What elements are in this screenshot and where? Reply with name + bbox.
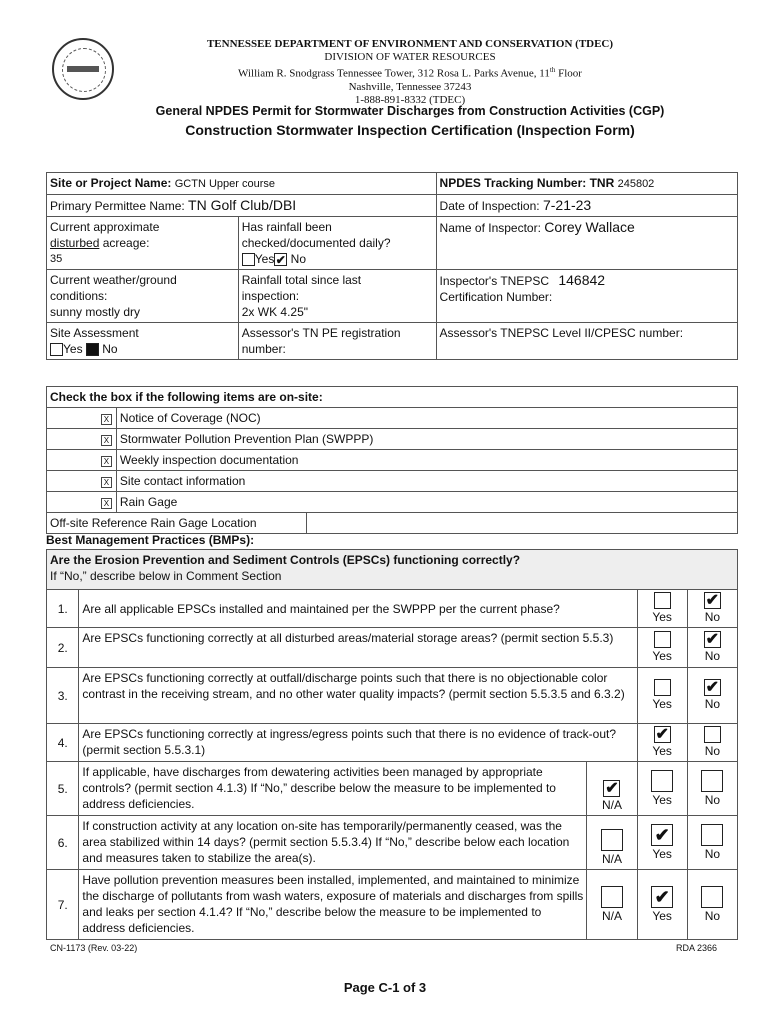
row5-no-checkbox[interactable]	[701, 770, 723, 792]
onsite-heading: Check the box if the following items are on-site:	[47, 387, 738, 408]
row7-no-checkbox[interactable]	[701, 886, 723, 908]
row-number: 2.	[47, 628, 79, 668]
row1-yes-checkbox[interactable]	[654, 592, 671, 609]
weekly-docs-checkbox[interactable]: X	[101, 456, 112, 467]
assessor-level-cell: Assessor's TNEPSC Level II/CPESC number:	[436, 323, 737, 360]
row7-na-checkbox[interactable]	[601, 886, 623, 908]
site-info-table	[46, 172, 738, 360]
site-name-cell: Site or Project Name: GCTN Upper course	[47, 173, 437, 195]
offsite-gage-label: Off-site Reference Rain Gage Location	[47, 513, 307, 534]
row1-no-checkbox[interactable]: ✔	[705, 592, 720, 609]
row3-no-checkbox[interactable]: ✔	[705, 679, 720, 696]
bmp-question-cell: Are the Erosion Prevention and Sediment Controls (EPSCs) functioning correctly? If “No,” describe below in Comment Section	[47, 550, 738, 590]
date-cell: Date of Inspection: 7-21-23	[436, 195, 737, 217]
row-number: 7.	[47, 870, 79, 940]
acreage-cell: Current approximate disturbed acreage: 35	[47, 217, 239, 270]
permittee-value[interactable]: TN Golf Club/DBI	[188, 197, 297, 213]
tennessee-state-seal	[52, 38, 114, 100]
row2-yes-checkbox[interactable]	[654, 631, 671, 648]
rain-checked-cell: Has rainfall been checked/documented daily? Yes✔ No	[238, 217, 436, 270]
weather-value[interactable]: sunny mostly dry	[50, 305, 141, 319]
permittee-cell: Primary Permittee Name: TN Golf Club/DBI	[47, 195, 437, 217]
onsite-item-contact: Site contact information	[116, 471, 737, 492]
acreage-value[interactable]: 35	[50, 253, 63, 265]
row6-na-checkbox[interactable]	[601, 829, 623, 851]
site-assessment-yes-checkbox[interactable]	[50, 343, 63, 356]
row-number: 3.	[47, 668, 79, 724]
row2-no-checkbox[interactable]: ✔	[705, 631, 720, 648]
row3-yes-checkbox[interactable]	[654, 679, 671, 696]
rda-code: RDA 2366	[676, 943, 718, 953]
form-title: Construction Stormwater Inspection Certification (Inspection Form)	[185, 122, 635, 138]
row-number: 5.	[47, 762, 79, 816]
row-number: 6.	[47, 816, 79, 870]
onsite-item-raingage: Rain Gage	[116, 492, 737, 513]
rain-gage-checkbox[interactable]: X	[101, 498, 112, 509]
site-assessment-cell: Site Assessment Yes No	[47, 323, 239, 360]
row7-yes-checkbox[interactable]: ✔	[651, 886, 673, 908]
row4-yes-checkbox[interactable]: ✔	[655, 726, 669, 743]
cert-number-value[interactable]: 146842	[558, 272, 606, 288]
rain-total-cell: Rainfall total since last inspection: 2x WK 4.25"	[238, 270, 436, 323]
row-number: 4.	[47, 724, 79, 762]
page-number: Page C-1 of 3	[343, 980, 427, 995]
row5-yes-checkbox[interactable]	[651, 770, 673, 792]
bmp-row-7-text: Have pollution prevention measures been installed, implemented, and maintained to minimize the discharge of pollutants from wash waters, exposure of materials and discharges from spills and leaks per section 4.1.4? If “No,” describe below the measure to be implemented to address deficiencies.	[79, 870, 587, 940]
bmp-row-3-text: Are EPSCs functioning correctly at outfall/discharge points such that there is no objectionable color contrast in the receiving stream, and no other water quality impacts? (permit section 5.5.3.5 and 6.3.2)	[79, 668, 637, 724]
offsite-gage-value[interactable]	[306, 513, 737, 534]
bmp-row-4-text: Are EPSCs functioning correctly at ingress/egress points such that there is no evidence of track-out? (permit section 5.5.3.1)	[79, 724, 637, 762]
bmp-heading: Best Management Practices (BMPs):	[46, 533, 255, 547]
row5-na-checkbox[interactable]: ✔	[605, 780, 619, 797]
date-value[interactable]: 7-21-23	[542, 197, 592, 213]
dept-name: TENNESSEE DEPARTMENT OF ENVIRONMENT AND CONSERVATION (TDEC)	[206, 38, 614, 50]
permit-title: General NPDES Permit for Stormwater Discharges from Construction Activities (CGP)	[155, 104, 665, 118]
npdes-value[interactable]: 245802	[617, 178, 655, 190]
division-name: DIVISION OF WATER RESOURCES	[324, 51, 496, 63]
swppp-checkbox[interactable]: X	[101, 435, 112, 446]
bmp-row-6-text: If construction activity at any location on-site has temporarily/permanently ceased, was the area stabilized within 14 days? (permit section 5.5.3.4) If “No,” describe below each location and measures taken to stabilize the area(s).	[79, 816, 587, 870]
row6-yes-checkbox[interactable]: ✔	[651, 824, 673, 846]
onsite-items-table	[46, 386, 738, 534]
npdes-cell: NPDES Tracking Number: TNR 245802	[436, 173, 737, 195]
assessor-pe-cell: Assessor's TN PE registration number:	[238, 323, 436, 360]
weather-cell: Current weather/ground conditions: sunny mostly dry	[47, 270, 239, 323]
row-number: 1.	[47, 590, 79, 628]
inspector-value[interactable]: Corey Wallace	[544, 219, 635, 235]
row4-no-checkbox[interactable]	[704, 726, 721, 743]
onsite-item-weekly: Weekly inspection documentation	[116, 450, 737, 471]
noc-checkbox[interactable]: X	[101, 414, 112, 425]
rain-checked-no-checkbox[interactable]: ✔	[275, 253, 286, 268]
form-code: CN-1173 (Rev. 03-22)	[50, 943, 138, 953]
phone-line: 1-888-891-8332 (TDEC)	[354, 93, 466, 106]
onsite-item-noc: Notice of Coverage (NOC)	[116, 408, 737, 429]
rain-checked-yes-checkbox[interactable]	[242, 253, 255, 266]
bmp-table: Are the Erosion Prevention and Sediment Controls (EPSCs) functioning correctly? If “No,” describe below in Comment Section 1. Are all applicable EPSCs installed and maintained per the SWPPP per the current phase? Yes ✔ No 2. Are EPSCs functioning correctly at all disturbed areas/material storage areas? (permit section 5.5.3) Yes ✔ No 3. Are EPSCs functioning correctly at outfall/discharge points such that there is no objectionable color contrast in the receiving stream, and no other water quality impacts? (permit section 5.5.3.5 and 6.3.2) Yes ✔ No 4. Are EPSCs functioning correctly at ingress/egress points such that there is no evidence of track-out? (permit section 5.5.3.1) ✔ Yes No 5. If applicable, have discharges from dewatering activities been managed by appropriate controls? (permit section 4.1.3) If “No,” describe below the measure to be implemented to address deficiencies. ✔ N/A Yes No 6. If construction activity at any location on-site has temporarily/permanently ceased, was the area stabilized within 14 days? (permit section 5.5.3.4) If “No,” describe below each location and measures taken to stabilize the area(s). N/A ✔ Yes No 7. Have pollution prevention measures been installed, implemented, and maintained to minimize the discharge of pollutants from wash waters, exposure of materials and discharges from spills and leaks per section 4.1.4? If “No,” describe below the measure to be implemented to address deficiencies. N/A ✔ Yes No	[46, 549, 738, 940]
bmp-row-2-text: Are EPSCs functioning correctly at all disturbed areas/material storage areas? (permit section 5.5.3)	[79, 628, 637, 668]
rain-total-value[interactable]: 2x WK 4.25"	[241, 305, 309, 319]
inspector-cell: Name of Inspector: Corey Wallace	[436, 217, 737, 270]
site-name-value[interactable]: GCTN Upper course	[174, 178, 275, 190]
site-contact-checkbox[interactable]: X	[101, 477, 112, 488]
site-assessment-no-checkbox[interactable]	[86, 343, 99, 356]
address-line-1: William R. Snodgrass Tennessee Tower, 312 Rosa L. Parks Avenue, 11th Floor	[238, 66, 582, 80]
row6-no-checkbox[interactable]	[701, 824, 723, 846]
bmp-row-5-text: If applicable, have discharges from dewatering activities been managed by appropriate controls? (permit section 4.1.3) If “No,” describe below the measure to be implemented to address deficiencies.	[79, 762, 587, 816]
cert-number-cell: Inspector's TNEPSC 146842 Certification Number:	[436, 270, 737, 323]
letterhead	[120, 38, 700, 107]
onsite-item-swppp: Stormwater Pollution Prevention Plan (SWPPP)	[116, 429, 737, 450]
address-line-2: Nashville, Tennessee 37243	[348, 80, 472, 93]
bmp-row-1-text: Are all applicable EPSCs installed and maintained per the SWPPP per the current phase?	[79, 590, 637, 628]
